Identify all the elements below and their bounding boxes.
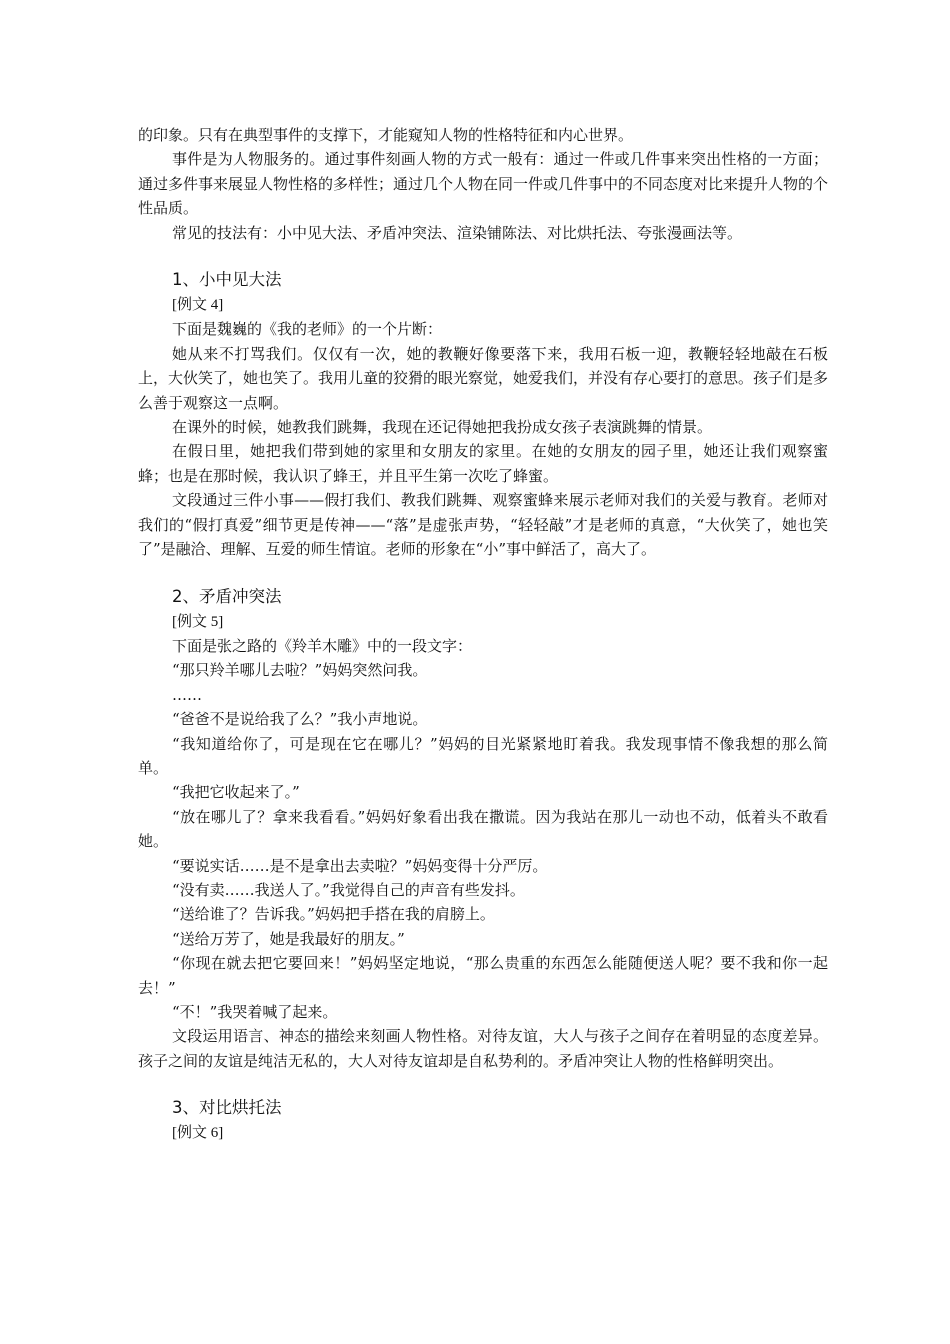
section-2-line: …… bbox=[172, 685, 202, 704]
section-2-line: 下面是张之路的《羚羊木雕》中的一段文字： bbox=[172, 636, 473, 655]
intro-paragraph-2: 事件是为人物服务的。通过事件刻画人物的方式一般有：通过一件或几件事来突出性格的一方面；通过多件事来展显人物性格的多样性；通过几个人物在同一件或几件事中的不同态度对比来提升人物的个性品质。 bbox=[138, 150, 829, 218]
section-1-example-label: [例文 4] bbox=[172, 297, 224, 314]
section-2-line: “你现在就去把它要回来！”妈妈坚定地说，“那么贵重的东西怎么能随便送人呢？要不我和你一起去！” bbox=[138, 954, 828, 997]
intro-paragraph-1: 的印象。只有在典型事件的支撑下，才能窥知人物的性格特征和内心世界。 bbox=[138, 126, 634, 144]
section-1-heading: 1、小中见大法 bbox=[172, 270, 282, 290]
section-2-line: “我把它收起来了。” bbox=[172, 783, 300, 802]
section-3-example-label: [例文 6] bbox=[172, 1125, 224, 1142]
section-1-line: 下面是魏巍的《我的老师》的一个片断： bbox=[172, 320, 443, 339]
section-2-heading: 2、矛盾冲突法 bbox=[172, 586, 282, 606]
section-2-line: “送给万芳了，她是我最好的朋友。” bbox=[172, 929, 405, 948]
section-2-line: “送给谁了？告诉我。”妈妈把手搭在我的肩膀上。 bbox=[172, 905, 495, 924]
section-1-line: 文段通过三件小事——假打我们、教我们跳舞、观察蜜蜂来展示老师对我们的关爱与教育。老师对我们的“假打真爱”细节更是传神——“落”是虚张声势，“轻轻敲”才是老师的真意，“大伙笑了，她也笑了”是融洽、理解、互爱的师生情谊。老师的形象在“小”事中鲜活了，高大了。 bbox=[138, 491, 828, 559]
section-2-line: “没有卖……我送人了。”我觉得自己的声音有些发抖。 bbox=[172, 880, 525, 899]
document-body bbox=[138, 123, 828, 1146]
section-2-line: 文段运用语言、神态的描绘来刻画人物性格。对待友谊，大人与孩子之间存在着明显的态度差异。孩子之间的友谊是纯洁无私的，大人对待友谊却是自私势利的。矛盾冲突让人物的性格鲜明突出。 bbox=[138, 1027, 828, 1070]
intro-paragraph-3: 常见的技法有：小中见大法、矛盾冲突法、渲染铺陈法、对比烘托法、夸张漫画法等。 bbox=[172, 223, 743, 242]
section-2-example-label: [例文 5] bbox=[172, 613, 224, 630]
section-2-line: “爸爸不是说给我了么？”我小声地说。 bbox=[172, 710, 428, 729]
section-2-line: “那只羚羊哪儿去啦？”妈妈突然问我。 bbox=[172, 661, 428, 680]
section-1-line: 在假日里，她把我们带到她的家里和女朋友的家里。在她的女朋友的园子里，她还让我们观察蜜蜂；也是在那时候，我认识了蜂王，并且平生第一次吃了蜂蜜。 bbox=[138, 442, 828, 485]
section-2-line: “放在哪儿了？拿来我看看。”妈妈好象看出我在撒谎。因为我站在那儿一动也不动，低着头不敢看她。 bbox=[138, 807, 828, 851]
section-1-line: 她从来不打骂我们。仅仅有一次，她的教鞭好像要落下来，我用石板一迎，教鞭轻轻地敲在石板上，大伙笑了，她也笑了。我用儿童的狡猾的眼光察觉，她爱我们，并没有存心要打的意思。孩子们是多么善于观察这一点啊。 bbox=[138, 344, 829, 412]
section-3-heading: 3、对比烘托法 bbox=[172, 1098, 282, 1118]
section-2-line: “要说实话……是不是拿出去卖啦？”妈妈变得十分严厉。 bbox=[172, 856, 548, 875]
section-1-line: 在课外的时候，她教我们跳舞，我现在还记得她把我扮成女孩子表演跳舞的情景。 bbox=[172, 418, 713, 437]
section-2-line: “不！”我哭着喊了起来。 bbox=[172, 1003, 338, 1021]
section-2-line: “我知道给你了，可是现在它在哪儿？”妈妈的目光紧紧地盯着我。我发现事情不像我想的那么简单。 bbox=[138, 734, 828, 777]
